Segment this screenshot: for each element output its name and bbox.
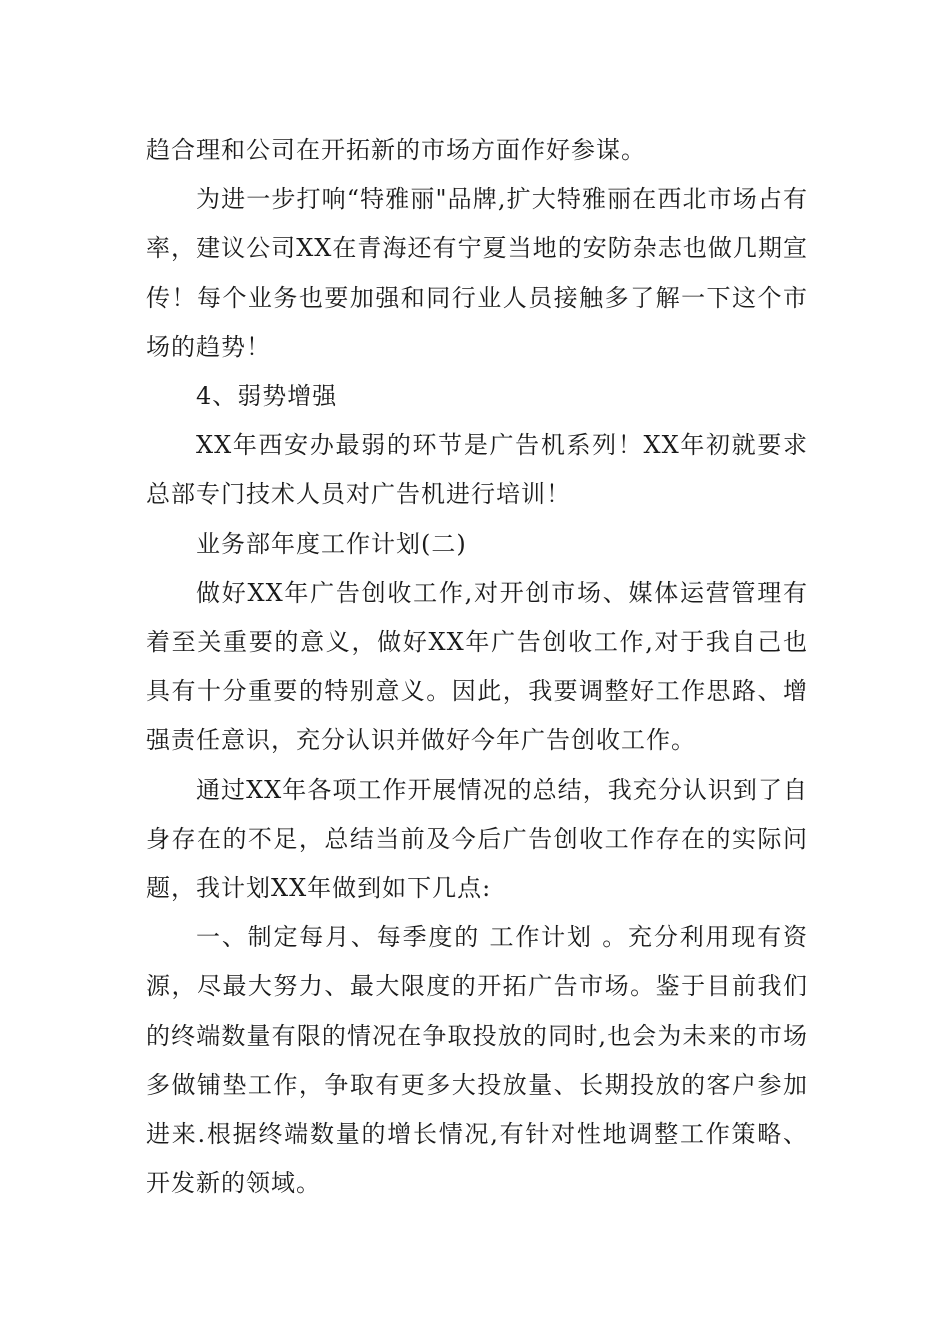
document-body bbox=[146, 126, 808, 1208]
document-subtitle: 业务部年度工作计划(二) bbox=[196, 529, 467, 558]
section-heading-weakness: 4、弱势增强 bbox=[196, 382, 338, 411]
paragraph-6: 一、制定每月、每季度的 工作计划 。充分利用现有资源，尽最大努力、最大限度的开拓广告市场。鉴于目前我们的终端数量有限的情况在争取投放的同时,也会为未来的市场多做铺垫工作，争取有更多大投放量、长期投放的客户参加进来.根据终端数量的增长情况,有针对性地调整工作策略、开发新的领域。 bbox=[146, 923, 808, 1198]
paragraph-3: XX年西安办最弱的环节是广告机系列！XX年初就要求总部专门技术人员对广告机进行培训！ bbox=[146, 431, 808, 509]
paragraph-1: 趋合理和公司在开拓新的市场方面作好参谋。 bbox=[146, 136, 646, 164]
paragraph-5: 通过XX年各项工作开展情况的总结，我充分认识到了自身存在的不足，总结当前及今后广告创收工作存在的实际问题，我计划XX年做到如下几点: bbox=[146, 775, 808, 903]
paragraph-4: 做好XX年广告创收工作,对开创市场、媒体运营管理有着至关重要的意义，做好XX年广告创收工作,对于我自己也具有十分重要的特别意义。因此，我要调整好工作思路、增强责任意识，充分认识并做好今年广告创收工作。 bbox=[146, 578, 808, 755]
paragraph-2: 为进一步打响“特雅丽"品牌,扩大特雅丽在西北市场占有率，建议公司XX在青海还有宁夏当地的安防杂志也做几期宣传！每个业务也要加强和同行业人员接触多了解一下这个市场的趋势！ bbox=[146, 185, 808, 361]
